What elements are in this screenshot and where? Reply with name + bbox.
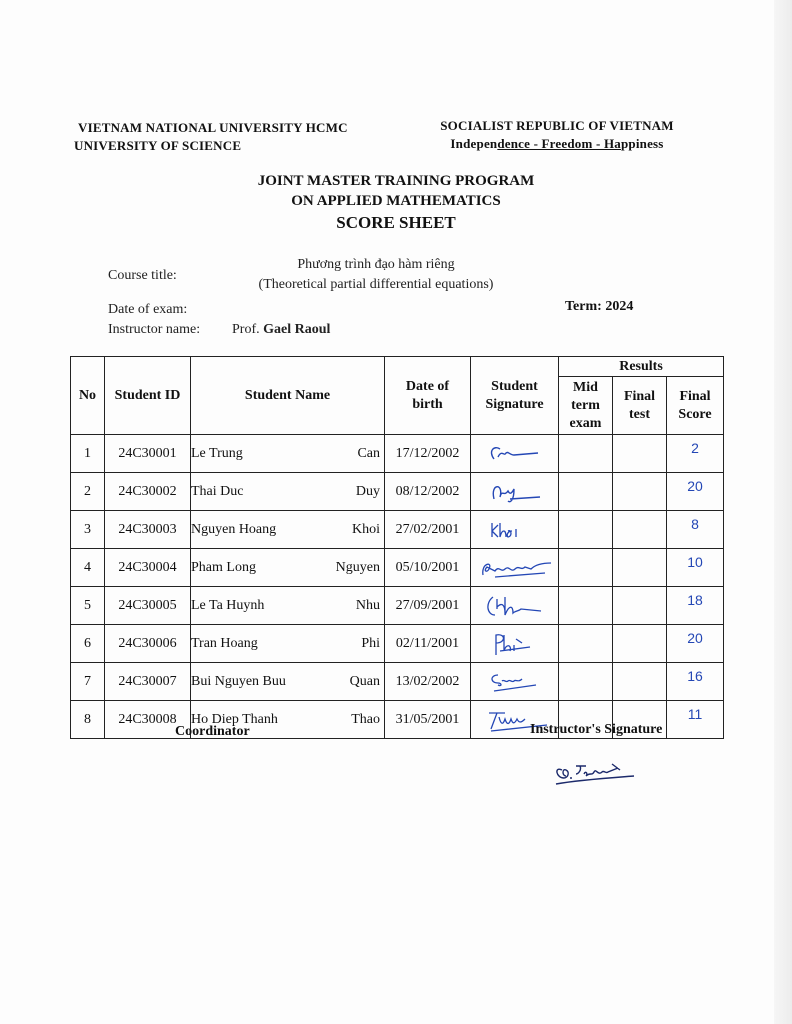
instructor-label: Instructor name:	[108, 322, 201, 337]
col-dob-header	[385, 357, 471, 435]
row-final-test	[613, 473, 667, 511]
row-final-score: 10	[667, 549, 724, 587]
final-score-header-1: Final	[679, 388, 711, 404]
motto-part-c: ppiness	[620, 136, 664, 151]
row-signature	[471, 549, 559, 587]
sig-header-1: Student	[491, 378, 538, 394]
table-row	[71, 663, 724, 701]
row-signature	[471, 587, 559, 625]
col-midterm-header	[559, 377, 613, 435]
instructor-title: Prof.	[232, 322, 260, 337]
row-final-score: 8	[667, 511, 724, 549]
table-row	[71, 435, 724, 473]
row-dob: 05/10/2001	[385, 549, 471, 587]
col-signature-header	[471, 357, 559, 435]
row-signature	[471, 511, 559, 549]
row-first-name: Khoi	[352, 521, 380, 537]
row-midterm	[559, 625, 613, 663]
row-midterm	[559, 549, 613, 587]
final-score-header-2: Score	[678, 406, 712, 422]
handwritten-signature-icon	[480, 441, 550, 467]
row-student-name	[191, 625, 385, 663]
row-final-score: 20	[667, 625, 724, 663]
row-final-test	[613, 435, 667, 473]
course-name-vi: Phương trình đạo hàm riêng	[297, 257, 455, 272]
row-student-id: 24C30008	[105, 701, 191, 739]
results-header: Results	[559, 357, 724, 377]
row-final-score: 18	[667, 587, 724, 625]
row-final-test	[613, 549, 667, 587]
document-title: SCORE SHEET	[336, 213, 456, 232]
row-no: 8	[71, 701, 105, 739]
mid-header-2: term	[571, 397, 600, 413]
row-dob: 17/12/2002	[385, 435, 471, 473]
row-final-test	[613, 511, 667, 549]
handwritten-signature-icon	[480, 631, 550, 657]
row-dob: 08/12/2002	[385, 473, 471, 511]
term-label: Term:	[565, 299, 602, 314]
table-row	[71, 549, 724, 587]
country-name: SOCIALIST REPUBLIC OF VIETNAM	[440, 118, 674, 133]
row-first-name: Phi	[361, 635, 380, 651]
motto-part-a: Indepen	[450, 136, 498, 151]
term	[565, 299, 633, 315]
row-no: 4	[71, 549, 105, 587]
scan-edge	[774, 0, 792, 1024]
row-first-name: Thao	[351, 711, 380, 727]
course-name-en: (Theoretical partial differential equations)	[258, 277, 494, 292]
row-signature	[471, 473, 559, 511]
row-first-name: Quan	[349, 673, 380, 689]
motto-part-b: dence - Freedom - Ha	[497, 136, 621, 151]
row-midterm	[559, 511, 613, 549]
coordinator-label: Coordinator	[175, 724, 250, 739]
row-first-name: Duy	[355, 483, 380, 499]
handwritten-signature-icon	[480, 517, 550, 543]
row-student-name	[191, 511, 385, 549]
row-last-name: Pham Long	[191, 559, 256, 575]
row-dob: 13/02/2002	[385, 663, 471, 701]
program-title-line2: ON APPLIED MATHEMATICS	[291, 193, 501, 209]
handwritten-signature-icon	[475, 555, 555, 581]
col-final-score-header	[667, 377, 724, 435]
row-signature	[471, 663, 559, 701]
row-midterm	[559, 473, 613, 511]
row-dob: 27/02/2001	[385, 511, 471, 549]
row-no: 6	[71, 625, 105, 663]
final-test-header-1: Final	[623, 388, 656, 404]
instructor-signature-icon	[548, 752, 648, 792]
row-final-score: 16	[667, 663, 724, 701]
instructor-fullname: Gael Raoul	[263, 322, 331, 337]
row-student-name	[191, 663, 385, 701]
row-last-name: Le Trung	[191, 445, 243, 461]
exam-date-label: Date of exam:	[108, 302, 188, 317]
term-value: 2024	[605, 299, 634, 314]
national-motto	[426, 135, 688, 153]
row-student-id: 24C30005	[105, 587, 191, 625]
row-student-id: 24C30002	[105, 473, 191, 511]
row-dob: 02/11/2001	[385, 625, 471, 663]
mid-header-3: exam	[569, 415, 602, 431]
row-last-name: Le Ta Huynh	[191, 597, 265, 613]
final-test-header-2: test	[629, 406, 650, 422]
mid-header-1: Mid	[573, 379, 598, 395]
row-student-id: 24C30004	[105, 549, 191, 587]
row-last-name: Thai Duc	[191, 483, 244, 499]
row-student-id: 24C30006	[105, 625, 191, 663]
row-no: 2	[71, 473, 105, 511]
handwritten-signature-icon	[477, 593, 553, 619]
table-row	[71, 587, 724, 625]
row-student-name	[191, 549, 385, 587]
row-final-score: 11	[667, 701, 724, 739]
sig-header-2: Signature	[485, 396, 544, 412]
row-dob: 27/09/2001	[385, 587, 471, 625]
row-no: 3	[71, 511, 105, 549]
row-no: 1	[71, 435, 105, 473]
row-midterm	[559, 587, 613, 625]
row-no: 5	[71, 587, 105, 625]
col-final-test-header	[613, 377, 667, 435]
row-no: 7	[71, 663, 105, 701]
handwritten-signature-icon	[480, 479, 550, 505]
dob-header-2: birth	[412, 396, 443, 412]
row-final-test	[613, 625, 667, 663]
score-table	[70, 356, 724, 739]
university-name: VIETNAM NATIONAL UNIVERSITY HCMC	[78, 120, 348, 135]
row-student-id: 24C30007	[105, 663, 191, 701]
header-left	[74, 119, 348, 155]
row-first-name: Can	[357, 445, 380, 461]
col-student-id-header: Student ID	[105, 357, 191, 435]
table-row	[71, 625, 724, 663]
row-signature	[471, 625, 559, 663]
table-row	[71, 511, 724, 549]
row-first-name: Nhu	[355, 597, 380, 613]
row-student-id: 24C30003	[105, 511, 191, 549]
row-midterm	[559, 663, 613, 701]
col-no-header: No	[71, 357, 105, 435]
program-title-line1: JOINT MASTER TRAINING PROGRAM	[257, 173, 535, 189]
table-row	[71, 473, 724, 511]
row-student-id: 24C30001	[105, 435, 191, 473]
instructor-signature-label: Instructor's Signature	[530, 722, 663, 737]
row-last-name: Tran Hoang	[191, 635, 258, 651]
handwritten-signature-icon	[480, 669, 550, 695]
row-final-test	[613, 587, 667, 625]
course-title-label: Course title:	[108, 268, 177, 283]
row-final-test	[613, 663, 667, 701]
row-final-score: 20	[667, 473, 724, 511]
row-last-name: Bui Nguyen Buu	[191, 673, 286, 689]
row-last-name: Nguyen Hoang	[191, 521, 277, 537]
dob-header-1: Date of	[405, 378, 450, 394]
faculty-name: UNIVERSITY OF SCIENCE	[74, 138, 242, 153]
header-right	[426, 117, 688, 153]
row-last-name: Ho Diep Thanh	[191, 711, 278, 727]
row-student-name	[191, 473, 385, 511]
instructor-name	[232, 322, 330, 338]
row-student-name	[191, 435, 385, 473]
col-student-name-header: Student Name	[191, 357, 385, 435]
row-student-name	[191, 587, 385, 625]
row-midterm	[559, 435, 613, 473]
row-first-name: Nguyen	[335, 559, 380, 575]
row-final-score: 2	[667, 435, 724, 473]
row-dob: 31/05/2001	[385, 701, 471, 739]
row-signature	[471, 435, 559, 473]
